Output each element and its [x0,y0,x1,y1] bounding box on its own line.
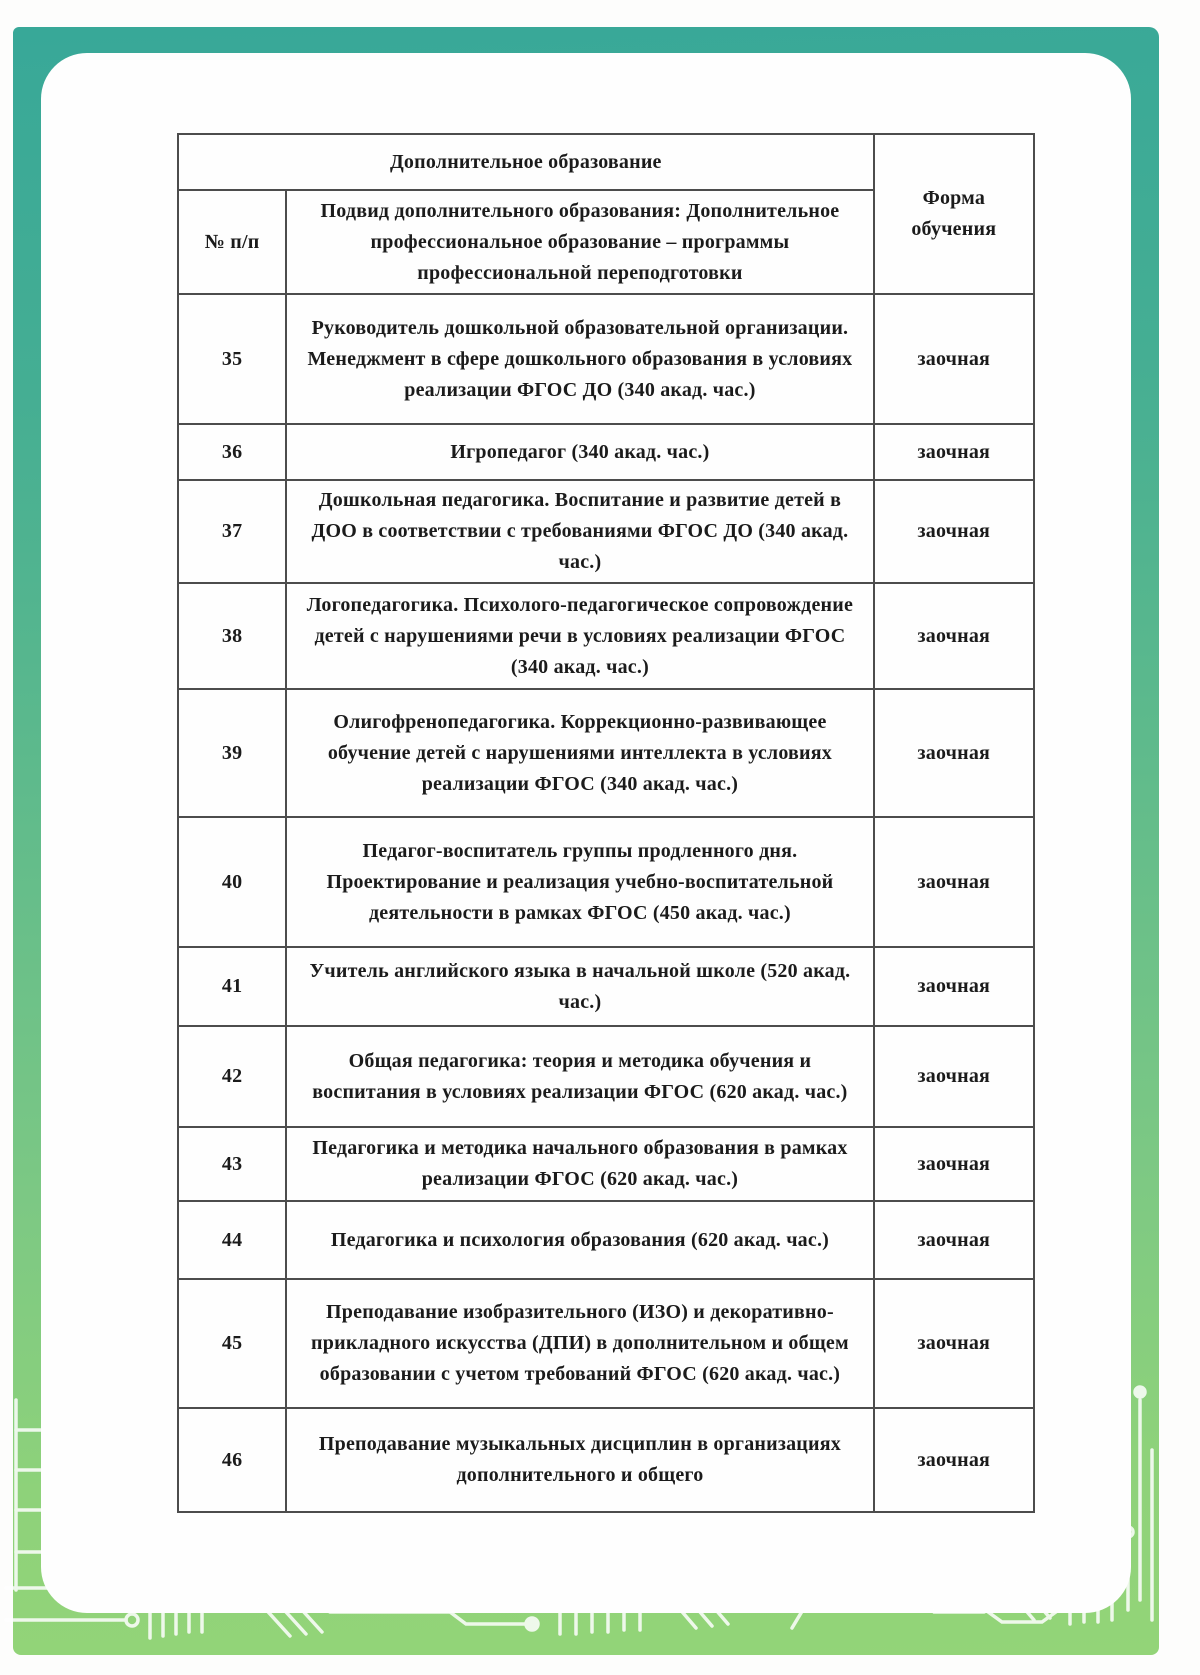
table-row [178,947,1034,1026]
study-form: заочная [874,1408,1034,1512]
row-number: 43 [178,1127,286,1201]
program-name: Учитель английского языка в начальной школе (520 акад. час.) [286,947,873,1026]
study-form: заочная [874,1127,1034,1201]
study-form: заочная [874,1201,1034,1279]
row-number: 41 [178,947,286,1026]
column-header-form: Форма обучения [874,134,1034,294]
table-row [178,294,1034,424]
program-name: Руководитель дошкольной образовательной организации. Менеджмент в сфере дошкольного образования в условиях реализации ФГОС ДО (340 акад. час.) [286,294,873,424]
study-form: заочная [874,817,1034,947]
program-name: Педагогика и психология образования (620 акад. час.) [286,1201,873,1279]
table-row [178,1026,1034,1127]
row-number: 44 [178,1201,286,1279]
table-group-title: Дополнительное образование [178,134,874,190]
column-header-program: Подвид дополнительного образования: Дополнительное профессиональное образование – программы профессиональной переподготовки [286,190,873,294]
row-number: 36 [178,424,286,480]
table-row [178,1201,1034,1279]
study-form: заочная [874,424,1034,480]
row-number: 40 [178,817,286,947]
study-form: заочная [874,1026,1034,1127]
study-form: заочная [874,1279,1034,1408]
table-row [178,583,1034,689]
program-name: Олигофренопедагогика. Коррекционно-развивающее обучение детей с нарушениями интеллекта в условиях реализации ФГОС (340 акад. час.) [286,689,873,817]
table-row [178,480,1034,583]
row-number: 45 [178,1279,286,1408]
row-number: 35 [178,294,286,424]
table-row [178,689,1034,817]
program-name: Педагог-воспитатель группы продленного дня. Проектирование и реализация учебно-воспитательной деятельности в рамках ФГОС (450 акад. час.) [286,817,873,947]
table-row [178,1279,1034,1408]
column-header-number: № п/п [178,190,286,294]
study-form: заочная [874,947,1034,1026]
table-row [178,1408,1034,1512]
program-name: Дошкольная педагогика. Воспитание и развитие детей в ДОО в соответствии с требованиями ФГОС ДО (340 акад. час.) [286,480,873,583]
study-form: заочная [874,689,1034,817]
study-form: заочная [874,480,1034,583]
programs-table [177,133,1035,1513]
program-name: Игропедагог (340 акад. час.) [286,424,873,480]
row-number: 42 [178,1026,286,1127]
study-form: заочная [874,294,1034,424]
table-header-group-row [178,134,1034,190]
study-form: заочная [874,583,1034,689]
program-name: Логопедагогика. Психолого-педагогическое сопровождение детей с нарушениями речи в условиях реализации ФГОС (340 акад. час.) [286,583,873,689]
program-name: Преподавание изобразительного (ИЗО) и декоративно-прикладного искусства (ДПИ) в дополнительном и общем образовании с учетом требований ФГОС (620 акад. час.) [286,1279,873,1408]
program-name: Педагогика и методика начального образования в рамках реализации ФГОС (620 акад. час.) [286,1127,873,1201]
table-row [178,1127,1034,1201]
program-name: Преподавание музыкальных дисциплин в организациях дополнительного и общего [286,1408,873,1512]
table-row [178,424,1034,480]
row-number: 46 [178,1408,286,1512]
table-row [178,817,1034,947]
row-number: 37 [178,480,286,583]
row-number: 38 [178,583,286,689]
row-number: 39 [178,689,286,817]
program-name: Общая педагогика: теория и методика обучения и воспитания в условиях реализации ФГОС (620 акад. час.) [286,1026,873,1127]
